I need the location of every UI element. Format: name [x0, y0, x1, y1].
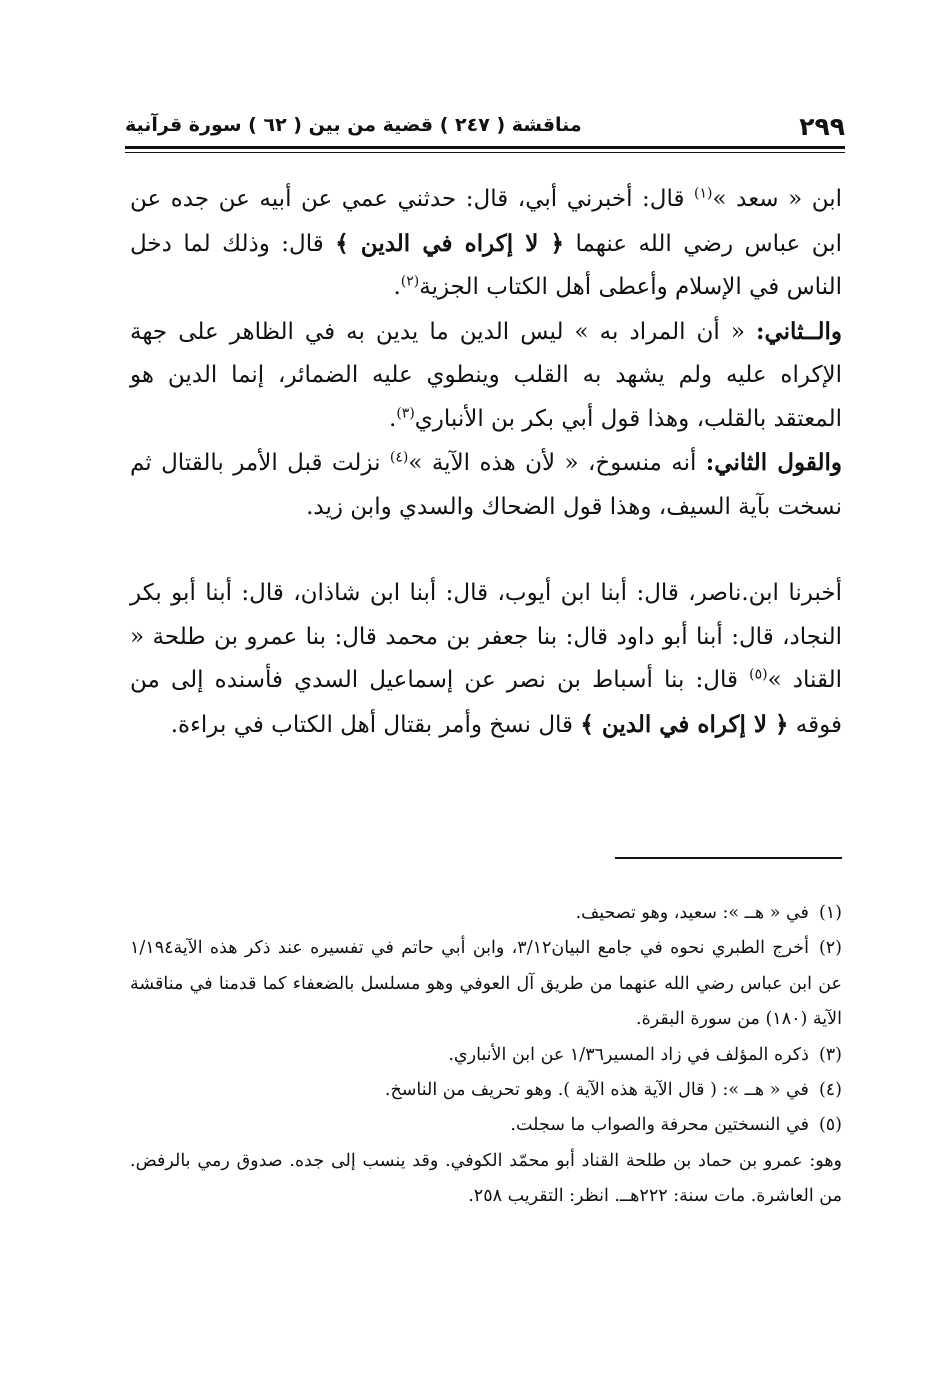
text-run: أنه منسوخ، « لأن هذه الآية »	[408, 450, 706, 476]
header-rule-thin	[125, 152, 845, 153]
text-run: أخبرنا ابن.ناصر، قال: أبنا ابن أيوب، قال: أبنا ابن شاذان، قال: أبنا أبو بكر النجاد، قال: أبنا أبو داود قال: بنا جعفر بن محمد قال: بنا عمرو بن طلحة « القناد »	[130, 580, 842, 693]
footnote-ref: (٣)	[396, 404, 415, 421]
main-text	[130, 178, 842, 747]
footnote-separator	[615, 857, 842, 859]
footnote-item	[130, 1073, 842, 1108]
header-rule-thick	[125, 146, 845, 149]
footnote-number: (٥)	[818, 1115, 842, 1136]
text-run: ابن « سعد »	[712, 186, 842, 212]
footnote-number: (٤)	[818, 1080, 842, 1101]
paragraph-3	[130, 441, 842, 529]
quran-verse: ﴿ لا إكراه في الدين ﴾	[335, 229, 564, 257]
paragraph-1	[130, 178, 842, 310]
text-run: .	[393, 274, 401, 300]
text-run: .	[389, 405, 397, 432]
text-run: قال نسخ وأمر بقتال أهل الكتاب في براءة.	[170, 711, 581, 738]
footnote-item	[130, 1108, 842, 1143]
page-number: ٢٩٩	[799, 112, 845, 141]
text-run: « أن المراد به » ليس الدين ما يدين به في الظاهر على جهة الإكراه عليه ولم يشهد به القلب وينطوي عليه الضمائر، إنما الدين هو المعتقد بالقلب، وهذا قول أبي بكر بن الأنباري	[130, 318, 842, 432]
footnote-ref: (٥)	[749, 666, 768, 683]
paragraph-2	[130, 310, 842, 442]
footnotes	[130, 896, 842, 1215]
text-run: قال: أخبرني أبي، قال: حدثني عمي عن أبيه عن جده عن ابن عباس رضي الله عنهما	[130, 186, 843, 257]
footnote-text: أخرج الطبري نحوه في جامع البيان٣/١٢، وابن أبي حاتم في تفسيره عند ذكر هذه الآية١/١٩٤ عن ابن عباس رضي الله عنهما من طريق آل العوفي وهو مسلسل بالضعفاء كما قدمنا في مناقشة الآية (١٨٠) من سورة البقرة.	[130, 938, 842, 1030]
footnote-item	[130, 896, 842, 931]
footnote-number: (١)	[818, 903, 842, 923]
text-run: نزلت قبل الأمر بالقتال ثم نسخت بآية السيف، وهذا قول الضحاك والسدي وابن زيد.	[130, 450, 842, 520]
footnote-number: (٢)	[818, 938, 842, 959]
section-label: والــثاني:	[756, 317, 842, 345]
footnote-ref: (٤)	[389, 449, 409, 466]
page-header	[125, 108, 845, 148]
quran-verse: ﴿ لا إكراه في الدين ﴾	[580, 710, 789, 738]
footnote-text: ذكره المؤلف في زاد المسير١/٣٦ عن ابن الأنباري.	[448, 1044, 809, 1065]
footnote-item	[130, 1038, 842, 1073]
footnote-item	[130, 931, 842, 1037]
running-title: مناقشة ( ٢٤٧ ) قضية من بين ( ٦٢ ) سورة قرآنية	[125, 114, 582, 136]
paragraph-4	[130, 572, 842, 747]
footnote-extra: وهو: عمرو بن حماد بن طلحة القناد أبو محمّد الكوفي. وقد ينسب إلى جده. صدوق رمي بالرفض. من العاشرة. مات سنة: ٢٢٢هــ. انظر: التقريب ٢٥٨.	[130, 1150, 842, 1207]
footnote-ref: (٢)	[400, 273, 420, 290]
footnote-text: في النسختين محرفة والصواب ما سجلت.	[510, 1115, 809, 1136]
footnote-text: في « هــ »: ( قال الآية هذه الآية ). وهو تحريف من الناسخ.	[384, 1080, 809, 1101]
footnote-text: في « هــ »: سعيد، وهو تصحيف.	[575, 903, 809, 923]
footnote-number: (٣)	[818, 1044, 842, 1065]
paragraph-gap	[130, 529, 842, 572]
text-run: قال: بنا أسباط بن نصر عن إسماعيل السدي فأسنده إلى من فوقه	[130, 667, 842, 738]
section-label: والقول الثاني:	[705, 449, 843, 476]
footnote-ref: (١)	[694, 185, 713, 202]
text-run: قال: وذلك لما دخل الناس في الإسلام وأعطى أهل الكتاب الجزية	[130, 230, 842, 300]
